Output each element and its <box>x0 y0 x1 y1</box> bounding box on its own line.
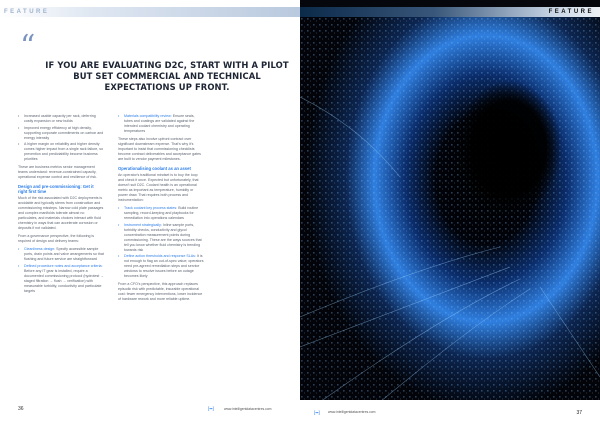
section-heading: Design and pre-commissioning: Get it right first time <box>18 184 94 195</box>
page-number: 37 <box>576 410 582 416</box>
paragraph: From a governance perspective, the following is required of design and delivery teams: <box>18 234 95 244</box>
review-list <box>118 114 204 134</box>
list-item-lead: Materials compatibility review: <box>124 114 172 118</box>
list-item-lead: Instrument strategically: <box>124 222 162 227</box>
data-tunnel-image <box>300 17 600 402</box>
list-item: • A higher margin on reliability and higher density comes higher impact from a single rack failure, so prevention and predictability become business priorities <box>18 142 104 162</box>
paragraph: These steps also involve upfront contract over significant downstream expense. That's why it's important to insist that commissioning checklists become contract deliverables and acceptance gates are built to vendor payment milestones. <box>118 137 201 161</box>
quote-mark-icon: “ <box>20 29 36 64</box>
right-section-label: FEATURE <box>548 9 594 15</box>
paragraph: An operator's traditional mindset is to buy the loop and check it once. Expected but unfortunately, that doesn't suit D2C. Coolant health is an operational metric as important as temperature, humidity or power draw. That requires both process and instrumentation: <box>118 173 199 203</box>
section-heading: Operationalising coolant as an asset <box>118 166 191 171</box>
list-item-lead: Define action thresholds and response SLAs: <box>124 254 196 259</box>
list-item-lead: Track coolant key process states: <box>124 206 178 211</box>
column-2 <box>118 114 204 305</box>
list-item-lead: Defined procedure notes and acceptance criteria: <box>24 263 103 268</box>
list-item <box>118 206 204 221</box>
list-item <box>18 264 104 294</box>
right-header-band <box>300 7 600 17</box>
list-item <box>18 247 104 262</box>
left-header-band <box>0 7 300 17</box>
footer-url[interactable]: www.intelligentdatacentres.com <box>328 410 376 414</box>
list-item-text: It is not enough to flag an out-of-spec value; operators need pre-agreed remediation steps and service windows to resolve issues before an outage becomes likely <box>124 254 204 279</box>
list-item <box>118 223 204 253</box>
left-section-label: FEATURE <box>4 9 50 15</box>
publication-logo-icon: [▪▪] <box>314 410 320 415</box>
paragraph: From a CFO's perspective, this approach replaces episodic risk with predictable, insurable operational cost: fewer emergency interventions, lower incidence of hardware rework and more reliable uptime. <box>118 282 203 302</box>
list-item: • Improved energy efficiency at high density, supporting corporate commitments on carbon and energy intensity <box>18 126 104 141</box>
column-1 <box>18 114 104 297</box>
paragraph: These are business metrics senior management teams understand: revenue-constrained capacity, operational expense control and resilience of risk. <box>18 165 97 179</box>
page-number: 36 <box>18 406 24 412</box>
list-item-text: Inline sample ports, turbidity checks, conductivity and glycol concentration measurement points during commissioning. These are the ways sources that tell you know whether fluid chemistry is trending towards risk <box>124 222 202 252</box>
list-item-text: Before any IT gear is installed, require a documented commissioning protocol (hydrotest → staged filtration → flush → verification) with measurable turbidity, conductivity and particulate targets <box>24 268 104 293</box>
publication-logo-icon: [▪▪] <box>208 406 214 411</box>
footer-url[interactable]: www.intelligentdatacentres.com <box>224 407 272 411</box>
operations-list <box>118 206 204 279</box>
benefits-list <box>18 114 104 162</box>
list-item <box>118 114 204 134</box>
right-page <box>300 0 600 424</box>
paragraph: Much of the risk associated with D2C deployments is avoidable and typically stems from construction and commissioning missteps. Narrow cold plate passages and complex manifolds tolerate almost no particulates, and materials choices interact with fluid chemistry in ways that can accelerate corrosion or deposits if not validated. <box>18 196 104 231</box>
list-item-text: Ensure seals, tubes and coatings are validated against the intended coolant chemistry and operating temperatures <box>124 114 195 133</box>
list-item-text: Specify accessible sample ports, drain points and valve arrangements so that flushing and future service are straightforward <box>24 247 104 262</box>
right-footer <box>300 400 600 424</box>
list-item-lead: Cleanliness design: <box>24 247 56 252</box>
pull-quote: IF YOU ARE EVALUATING D2C, START WITH A PILOT BUT SET COMMERCIAL AND TECHNICAL EXPECTATIONS UP FRONT. <box>45 60 289 92</box>
requirements-list <box>18 247 104 294</box>
list-item: • Increased usable capacity per rack, deferring costly expansion or new builds <box>18 114 104 124</box>
left-footer <box>0 406 300 416</box>
list-item <box>118 254 204 279</box>
list-item-text: Build routine sampling, record-keeping and playbooks for remediation into operations calendars <box>124 206 199 221</box>
